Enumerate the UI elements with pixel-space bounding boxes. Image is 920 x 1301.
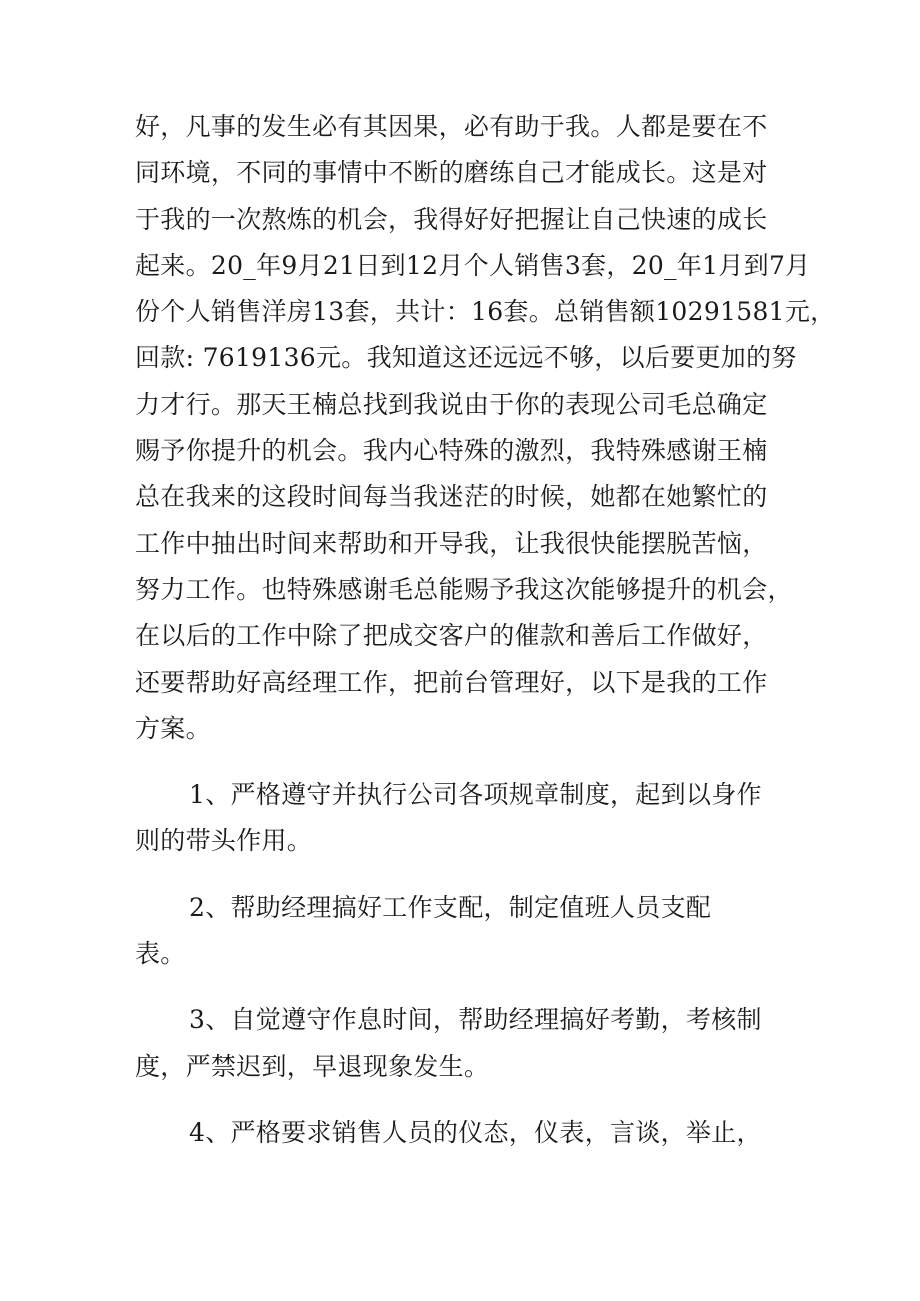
- text-line: 于我的一次熬炼的机会，我得好好把握让自己快速的成长: [135, 204, 768, 234]
- list-item-3: [135, 997, 805, 1090]
- paragraph-gap: [135, 752, 805, 772]
- paragraph-gap: [135, 865, 805, 885]
- text-line: 总在我来的这段时间每当我迷茫的时候，她都在她繁忙的: [135, 482, 768, 512]
- text-line: 度，严禁迟到，早退现象发生。: [135, 1051, 490, 1081]
- text-line: 4、严格要求销售人员的仪态，仪表，言谈，举止，: [189, 1117, 762, 1147]
- text-line: 力才行。那天王楠总找到我说由于你的表现公司毛总确定: [135, 389, 768, 419]
- text-line: 份个人销售洋房13套，共计：16套。总销售额10291581元，: [135, 297, 836, 327]
- paragraph-gap: [135, 977, 805, 997]
- text-line: 方案。: [135, 713, 211, 743]
- text-line: 同环境，不同的事情中不断的磨练自己才能成长。这是对: [135, 158, 768, 188]
- list-item-4: [135, 1110, 805, 1156]
- text-line: 工作中抽出时间来帮助和开导我，让我很快能摆脱苦恼，: [135, 528, 768, 558]
- text-line: 表。: [135, 939, 186, 969]
- text-line: 还要帮助好高经理工作，把前台管理好，以下是我的工作: [135, 667, 768, 697]
- list-item-1: [135, 772, 805, 865]
- text-line: 赐予你提升的机会。我内心特殊的激烈，我特殊感谢王楠: [135, 436, 768, 466]
- list-item-2: [135, 885, 805, 978]
- paragraph-gap: [135, 1090, 805, 1110]
- text-line: 起来。20_年9月21日到12月个人销售3套，20_年1月到7月: [135, 250, 811, 280]
- text-line: 回款: 7619136元。我知道这还远远不够，以后要更加的努: [135, 343, 797, 373]
- intro-paragraph: [135, 104, 836, 752]
- text-line: 2、帮助经理搞好工作支配，制定值班人员支配: [189, 892, 712, 922]
- text-line: 努力工作。也特殊感谢毛总能赐予我这次能够提升的机会，: [135, 574, 793, 604]
- document-body: [135, 104, 836, 1156]
- text-line: 在以后的工作中除了把成交客户的催款和善后工作做好，: [135, 621, 768, 651]
- text-line: 则的带头作用。: [135, 826, 313, 856]
- text-line: 1、严格遵守并执行公司各项规章制度，起到以身作: [189, 780, 762, 810]
- text-line: 好，凡事的发生必有其因果，必有助于我。人都是要在不: [135, 112, 768, 141]
- text-line: 3、自觉遵守作息时间，帮助经理搞好考勤，考核制: [189, 1005, 762, 1035]
